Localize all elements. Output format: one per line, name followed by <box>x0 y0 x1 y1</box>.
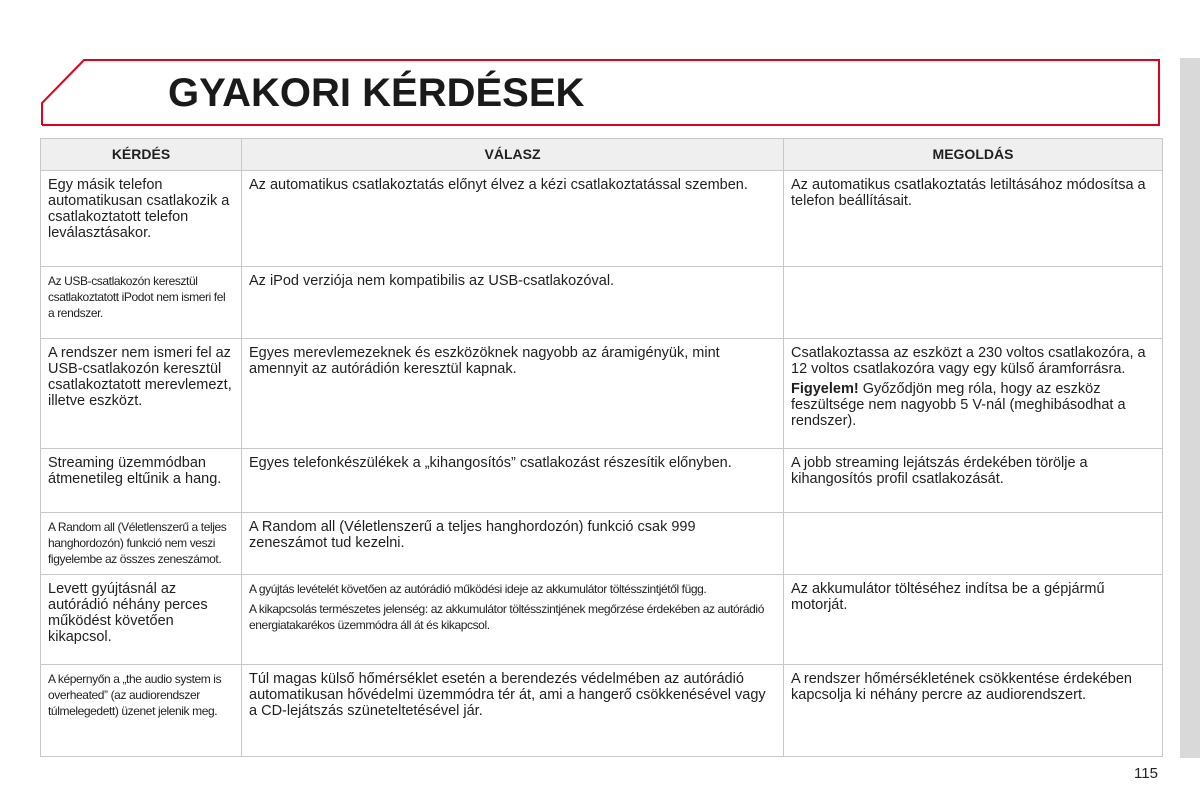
solution-cell: A rendszer hőmérsékletének csökkentése érdekében kapcsolja ki néhány percre az audiorendszert. <box>784 665 1163 757</box>
solution-warning <box>791 381 1155 429</box>
solution-cell <box>784 339 1163 449</box>
faq-table <box>40 138 1163 757</box>
answer-cell: Túl magas külső hőmérséklet esetén a berendezés védelmében az autórádió automatikusan hővédelmi üzemmódra tér át, ami a hangerő csökkenésével vagy a CD-lejátszás szüneteltetésével jár. <box>242 665 784 757</box>
answer-cell: Egyes merevlemezeknek és eszközöknek nagyobb az áramigényük, mint amennyit az autórádión keresztül kapnak. <box>242 339 784 449</box>
answer-cell: Az iPod verziója nem kompatibilis az USB-csatlakozóval. <box>242 267 784 339</box>
page-title: GYAKORI KÉRDÉSEK <box>168 71 585 115</box>
table-row <box>41 575 1163 665</box>
question-cell: Egy másik telefon automatikusan csatlakozik a csatlakoztatott telefon leválasztásakor. <box>41 171 242 267</box>
table-row <box>41 267 1163 339</box>
solution-cell <box>784 267 1163 339</box>
solution-text: Csatlakoztassa az eszközt a 230 voltos csatlakozóra, a 12 voltos csatlakozóra vagy egy külső áramforrásra. <box>791 345 1146 377</box>
warning-text: Győződjön meg róla, hogy az eszköz feszültsége nem nagyobb 5 V-nál (meghibásodhat a rendszer). <box>791 381 1126 429</box>
title-frame <box>40 59 1160 125</box>
table-row <box>41 171 1163 267</box>
question-cell: Az USB-csatlakozón keresztül csatlakoztatott iPodot nem ismeri fel a rendszer. <box>41 267 242 339</box>
answer-text: A gyújtás levételét követően az autórádió működési ideje az akkumulátor töltésszintjétől függ. <box>249 582 707 596</box>
answer-cell: A Random all (Véletlenszerű a teljes hanghordozón) funkció csak 999 zeneszámot tud kezelni. <box>242 513 784 575</box>
question-cell: Streaming üzemmódban átmenetileg eltűnik a hang. <box>41 449 242 513</box>
solution-cell: Az automatikus csatlakoztatás letiltásához módosítsa a telefon beállításait. <box>784 171 1163 267</box>
table-header-row <box>41 139 1163 171</box>
header-question: KÉRDÉS <box>41 139 242 171</box>
answer-cell: Egyes telefonkészülékek a „kihangosítós” csatlakozást részesítik előnyben. <box>242 449 784 513</box>
header-answer: VÁLASZ <box>242 139 784 171</box>
question-cell: A rendszer nem ismeri fel az USB-csatlakozón keresztül csatlakoztatott merevlemezt, illetve eszközt. <box>41 339 242 449</box>
solution-cell: Az akkumulátor töltéséhez indítsa be a gépjármű motorját. <box>784 575 1163 665</box>
table-row <box>41 449 1163 513</box>
question-cell: A képernyőn a „the audio system is overheated” (az audiorendszer túlmelegedett) üzenet jelenik meg. <box>41 665 242 757</box>
table-row <box>41 665 1163 757</box>
question-cell: A Random all (Véletlenszerű a teljes hanghordozón) funkció nem veszi figyelembe az összes zeneszámot. <box>41 513 242 575</box>
solution-cell: A jobb streaming lejátszás érdekében törölje a kihangosítós profil csatlakozását. <box>784 449 1163 513</box>
warning-label: Figyelem! <box>791 381 859 397</box>
side-tab <box>1180 58 1200 758</box>
solution-cell <box>784 513 1163 575</box>
answer-extra: A kikapcsolás természetes jelenség: az akkumulátor töltésszintjének megőrzése érdekében az autórádió energiatakarékos üzemmódra áll át és kikapcsol. <box>249 602 764 632</box>
table-row <box>41 513 1163 575</box>
answer-cell: Az automatikus csatlakoztatás előnyt élvez a kézi csatlakoztatással szemben. <box>242 171 784 267</box>
header-solution: MEGOLDÁS <box>784 139 1163 171</box>
page-number: 115 <box>1134 765 1158 782</box>
table-row <box>41 339 1163 449</box>
question-cell: Levett gyújtásnál az autórádió néhány perces működést követően kikapcsol. <box>41 575 242 665</box>
answer-cell <box>242 575 784 665</box>
